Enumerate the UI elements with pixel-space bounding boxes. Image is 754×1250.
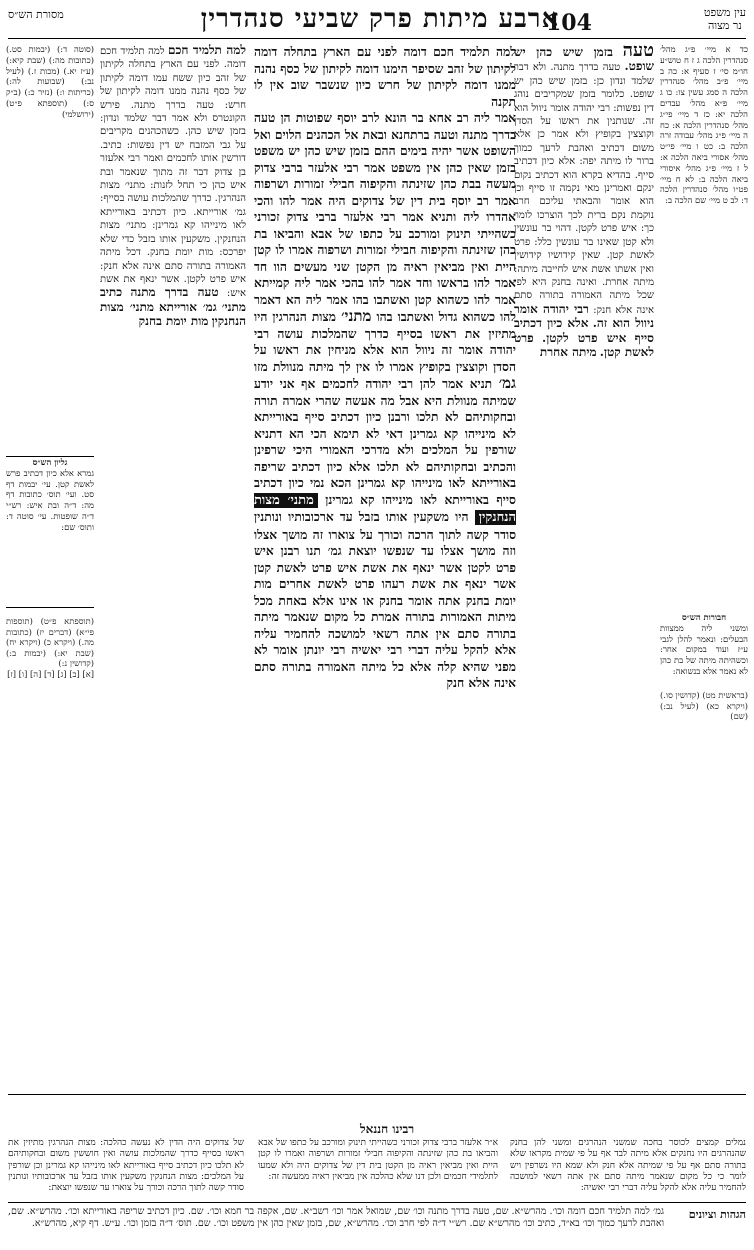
ein-mishpat-label-line1: עין משפט	[703, 6, 746, 19]
rashi-anchor-1: בזמן שיש כהן יש שופט.	[514, 45, 654, 74]
rashi-anchor-5: פרט לאשת קטן.	[514, 330, 654, 359]
hagahot-text: ומשני ליה ממצוות הבעלים: ונאמר להלן לגבי ע״ז ועוד במקום אחר: וכשהיתה מיתה של בת כהן לא נאמר אלא בנשואה:	[660, 622, 748, 676]
header-rule	[8, 38, 746, 39]
masoret-column	[6, 44, 94, 444]
rashi-anchor-6: מיתה אחרת	[539, 344, 597, 359]
masoret-text: (סוטה ד:) (יבמות סט.) (כתובות מה:) (שבת קיא:) (ע״ז יא.) (מכות ז.) (לעיל נב:) (שבועות לה:) (כריתות ו:) (נזיר כ:) (ב״ק ס:) (תוספתא פ״ט) (ירושלמי)	[6, 44, 94, 119]
rabenu-text-3: של צדוקים היה הדין לא נעשה כהלכה: מצות הנהרגין מתיזין את ראשו בסייף כדרך שהמלכות עושה ואין חוששין משום ובחקותיהם לא תלכו כיון דכתיב סייף באורייתא לאו מינייהו קא גמרינן וכן שורפין על המלכים: מצות הנחנקין משקעין אותו בזבל עד ארכובותיו ונותנין סודר קשה לתוך הרכה וכורך על צוארו עד שנפשו יוצאת:	[8, 1138, 244, 1194]
rashi-column	[514, 44, 654, 1084]
gilyon-text: גמרא אלא כיון דכתיב פרש לאשת קטן. עי׳ יבמות דף סט. ועי׳ תוס׳ כתובות דף מה: ד״ה ובת איש: רש״י ד״ה שופטות. עי׳ סוטה ד: ותוס׳ שם:	[6, 467, 94, 532]
mishna-2-text: היו משקעין אותו בזבל עד ארכובותיו ונותנין סודר קשה לתוך הרכה וכורך על צוארו זה מושך אצלו וזה מושך אצלו עד שנפשו יוצאת	[254, 510, 516, 558]
rabenu-column-1	[510, 1138, 746, 1202]
rabenu-column-2	[258, 1138, 498, 1202]
mishna-highlight-label: מתני׳ מצות הנחנקין	[254, 492, 516, 525]
footer-text: גמ׳ למה תלמיד חכם דומה וכו׳. מהרש״א. שם, טעה בדרך מתנה וכו׳ שם, שמואל אמר וכו׳ רשב״א. שם, אקפה בר חמא וכו׳. שם. כיון דכתיב שריפה באורייתא וכו׳. מהרש״א. שם, ואהבת לרעך כמוך וכו׳ בא״ד, כתיב וכו׳ מהרש״א שם. רש״י ד״ה לפי חרב וכו׳. מהרש״א, שם, בזמן שאין כהן אין משפט וכו׳. שם. תוס׳ ד״ה בזמן וכו׳. ע״ש. דף קיא, מהרש״א.	[8, 1206, 664, 1229]
tosafot-anchor-0: למה תלמיד חכם	[167, 44, 246, 57]
tosafot-anchor-3: מתני׳	[221, 299, 246, 314]
right-notes	[660, 690, 748, 1090]
hagahot-title: חבורות הש״ס	[681, 612, 727, 622]
rabenu-chananel-title: רבינו חננאל	[360, 1122, 415, 1136]
ein-mishpat-label-line2: נר מצוה	[707, 19, 742, 32]
tosafot-text: למה תלמיד חכם דומה. לפני עם הארץ בתחלה לקיתון של זהב כיון ששח עמו דומה לקיתון של כסף נהנה ממנו דומה לקיתון של חרש: טעה בדרך מתנה. פירש הקונטרס ולא אמר דבר שלמד ונדון: בזמן שיש כהן. כשהכהנים מקריבים על גבי המזבח יש דין נפשות: כתיב. דורשין אותו לחכמים ואמר רבי אלעזר בן צדוק דבר זה מתוך שנאמר ובת איש כהן כי תחל לזנות: מתני׳ מצות הנהרגין. כדרך שהמלכות עושה בסייף: גמ׳ אורייתא. כיון דכתיב באורייתא לאו מינייהו קא גמרינן: מתני׳ מצות הנחנקין. משקעין אותו בזבל כדי שלא יפרכס: מות יומת בחנק. דכל מיתה האמורה בתורה סתם אינה אלא חנק: איש פרט לקטן. אשר ינאף את אשת איש:	[100, 46, 246, 300]
left-notes-text: (תוספתא פ״ט) (תוספות פי״א) (דברים יז) (כתובות מה.) (ויקרא כ) (ויקרא יח) (שבת יא:) (יבמות ב:) (קדושין נ:)	[6, 616, 94, 669]
tosafot-anchor-2: כתיב	[100, 285, 123, 300]
gemara-3-text: גמ׳ תנו רבנן איש פרט לקטן אשר ינאף את אשת איש פרט לאשת קטן אשר ינאף את אשת רעהו פרט לאשת אחרים מות יומת בחנק אתה אומר בחנק או אינו אלא באחת מכל מיתות האמורות בתורה אמרת כל מקום שנאמר מיתה בתורה סתם אין אתה רשאי למושכה להחמיר עליה אלא להקל עליה דברי רבי יאשיה רבי יונתן אומר לא מפני שהיא קלה אלא כל מיתה האמורה בתורה סתם אינה אלא חנק	[254, 544, 516, 690]
rashi-anchor-2: רבי יהודה אומר ניוול הוא זה.	[514, 301, 654, 331]
footer-title: הגהות וציונים	[688, 1208, 746, 1221]
left-notes	[6, 616, 94, 1086]
hagahot-box	[660, 612, 748, 682]
rashi-text-1: טעה בדרך מתנה. ולא דבר שלמד ונדון כן: בזמן שיש כהן יש שופט. כלומר בזמן שמקריבים נוהג דין נפשות: רבי יהודה אומר ניוול הוא זה. שנותנין את ראשו על הסדן וקוצצין בקופיץ ולא אמר כן אלא משום דכתיב ואהבת לרעך כמוך ברור לו מיתה יפה: אלא כיון דכתיב סייף. בהדיא בקרא הוא דכתיב נקום ינקם ואמרינן מאי נקמה זו סייף וכן הוא אומר והבאתי עליכם חרב נוקמת נקם ברית לכך הוצרכו לומר כך: איש פרט לקטן. דהוי בר עונשין ולא קטן שאינו בר עונשין כלל: פרט לאשת קטן. שאין קידושיו קידושין ואין אשתו אשת איש לחייבה מיתה: מיתה אחרת. ואינה בחנק היא לפי שכל מיתה האמורה בתורה סתם אינה אלא חנק:	[514, 62, 654, 316]
ein-mishpat-text: כד א מיי׳ פ״ג מהל׳ סנהדרין הלכה ג ז ח טוש״ע חו״מ סי׳ ז סעיף א: כה ב מיי׳ פ״ב מהל׳ סנהדרין הלכה ה סמג עשין צו: כו ג מיי׳ פ״א מהל׳ עבדים הלכה יא: כז ד מיי׳ פי״ג מהל׳ סנהדרין הלכה א: כח ה מיי׳ פ״ג מהל׳ עבודה זרה הלכה ב: כט ו מיי׳ פי״ט מהל׳ אסורי ביאה הלכה א: ל ז מיי׳ פ״ג מהל׳ איסורי ביאה הלכה ב: לא ח מיי׳ פט״ו מהל׳ סנהדרין הלכה ד: לב ט מיי׳ שם הלכה ב:	[660, 44, 748, 206]
bottom-separator	[8, 1094, 746, 1095]
gemara-label: גמ׳	[498, 374, 516, 392]
gemara-intro: למה תלמיד חכם דומה לפני עם הארץ בתחלה דומה לקיתון של זהב שסיפר הימנו דומה לקיתון של כסף נהנה ממנו דומה לקיתון של חרש כיון שנשבר שוב אין לו תקנה	[254, 45, 516, 109]
mesorah-marks: [א] [ב] [ג] [ד] [ה] [ו] [ז]	[7, 668, 94, 679]
gemara-text-2: תניא אמר להן רבי יהודה לחכמים אף אני יודע שמיתה מנוולת היא אבל מה אעשה שהרי אמרה תורה ובחקותיהם לא תלכו ורבנן כיון דכתיב סייף באורייתא לא מינייהו קא גמרינן דאי לא תימא הכי הא דתניא שורפין על המלכים ולא מדרכי האמורי היכי שרפינן והכתיב ובחקותיהם לא תלכו אלא כיון דכתיב שריפה באורייתא לאו מינייהו קא גמרינן הכא נמי כיון דכתיב סייף באורייתא לאו מינייהו קא גמרינן	[254, 377, 516, 507]
page-number: 104	[546, 10, 592, 36]
tosafot-anchor-6: מות יומת בחנק	[138, 314, 209, 329]
ein-mishpat-column	[660, 44, 748, 604]
gilyon-box	[6, 456, 94, 608]
mishna-label: מתני׳	[341, 307, 372, 325]
tosafot-anchor-4: גמ׳ אורייתא	[158, 299, 217, 314]
tosafot-column	[100, 44, 246, 1084]
tosafot-anchor-1: טעה בדרך מתנה	[130, 285, 219, 300]
rashi-anchor-0: טעה	[622, 44, 654, 61]
masoret-hashas-label: מסורת הש״ס	[8, 8, 64, 21]
footer-rule	[8, 1202, 746, 1203]
right-notes-text: (בראשית מט) (קדושין סו.) (ויקרא כא) (לעיל נב:) (שם)	[660, 690, 748, 722]
rabenu-text-2: א״ר אלעזר ברבי צדוק זכורני כשהייתי תינוק ומורכב על כתפו של אבא והביאו בת כהן שזינתה והקיפוה חבילי זמורות ושרפוה ואמרו לו קטן היית ואין מביאין ראיה מן הקטן בית דין של צדוקים היה ולא שמעו לתלמידי חכמים ולכן דנו שלא כהלכה אין מביאין ראיה ממעשה זה:	[258, 1138, 498, 1182]
mishna-text: מצות הנהרגין היו מתיזין את ראשו בסייף כדרך שהמלכות עושה רבי יהודה אומר זה ניוול הוא אלא מניחין את ראשו על הסדן וקוצצין בקופיץ אמרו לו אין לך מיתה מנוולת מזו	[254, 310, 516, 374]
rashi-anchor-4: איש פרט לקטן.	[542, 330, 627, 345]
rabenu-column-3	[8, 1138, 244, 1202]
gilyon-title: גליון הש״ס	[32, 457, 68, 467]
gemara-column	[254, 44, 516, 1090]
rashi-anchor-3: אלא כיון דכתיב סייף	[514, 316, 654, 345]
rabenu-text-1: נמלים קמצים לכוסר בחכה שמשני הנהרגים ומשני להן בחנק שהנהרגים היו נחנקים אלא מיתה לבד אף על פי שמית מקראו שלא בתורה סתם אף על פי שמיתה אלא חנק ולא שמא היו נשרפין ויש לומר כי כל מקום שנאמר מיתה סתם אין אתה רשאי למושכה להחמיר עליה אלא להקל עליה דברי רבי יאשיה:	[510, 1138, 746, 1194]
gemara-text: אמר ליה רב אחא בר הונא לרב יוסף שפוטות הן טעה בדרך מתנה וטעה ברתחנא ובאת אל הכהנים הלוים ואל השופט אשר יהיה בימים ההם בזמן שיש כהן יש משפט בזמן שאין כהן אין משפט אמר רבי אלעזר ברבי צדוק מעשה בבת כהן שזינתה והקיפוה חבילי זמורות ושרפוה אמר רב יוסף בית דין של צדוקים היה אמר להו והכי אהדרו ליה ותניא אמר רבי אלעזר ברבי צדוק זכורני כשהייתי תינוק ומורכב על כתפו של אבא והביאו בת כהן שזינתה והקיפוה חבילי זמורות ושרפוה אמרו לו קטן היית ואין מביאין ראיה מן הקטן שני מעשים הוו חד אמר להו בראשו וחד אמר להו בהכי אמר ליה קמייתא אמר להו כשהוא קטן ואשתבו בהו אמר ליה הא דאמר להו כשהוא גדול ואשתבו בהו	[254, 111, 516, 324]
page-title: ארבע מיתות פרק שביעי סנהדרין	[200, 4, 560, 34]
ein-mishpat-label	[704, 6, 746, 32]
tosafot-anchor-5: מתני׳ מצות הנחנקין	[100, 299, 246, 329]
